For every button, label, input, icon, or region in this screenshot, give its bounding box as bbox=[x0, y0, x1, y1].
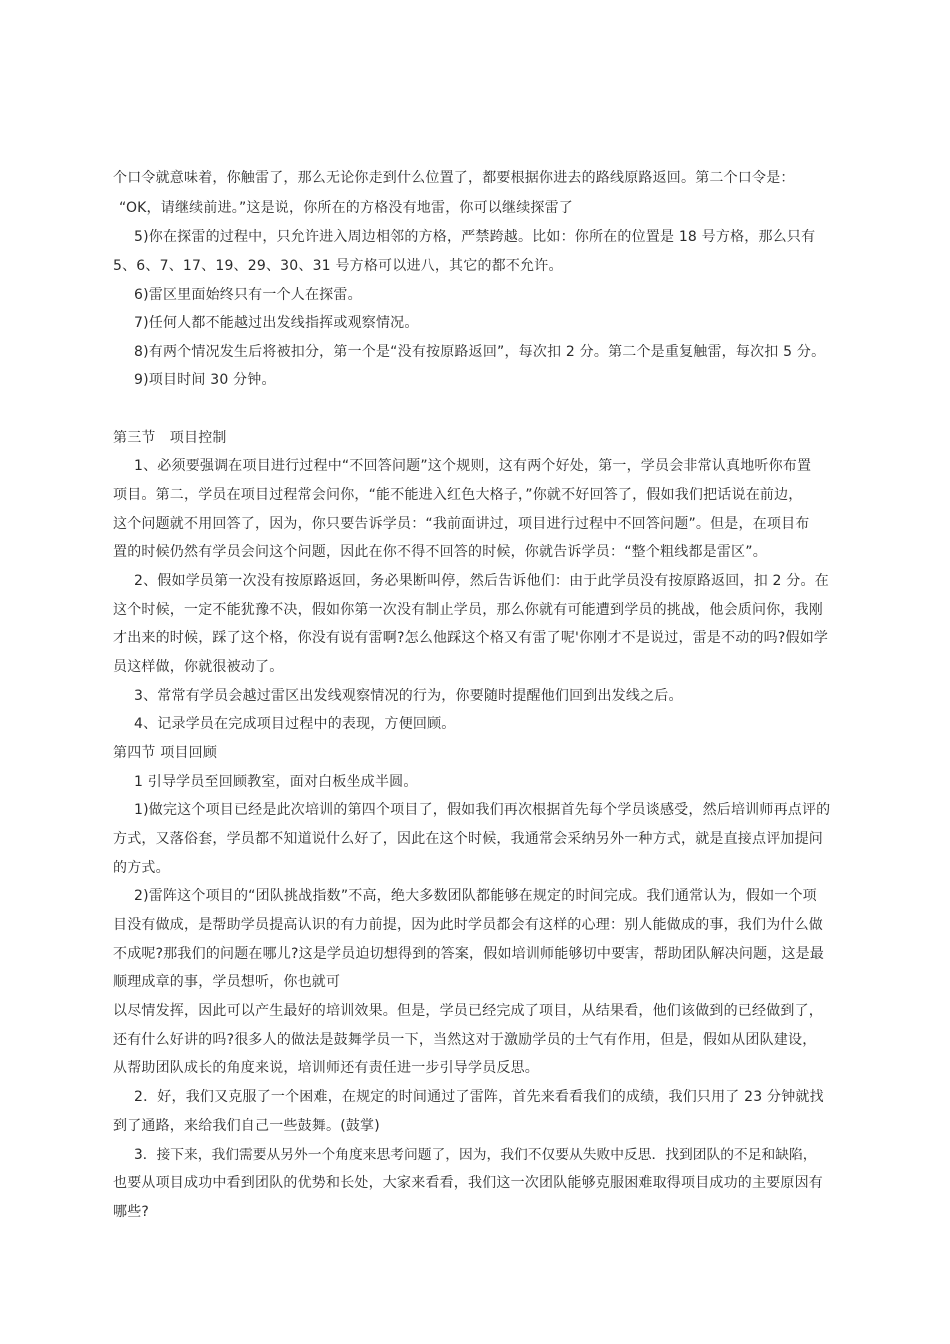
text-line: 哪些? bbox=[113, 1204, 150, 1220]
text-line: 置的时候仍然有学员会问这个问题，因此在你不得不回答的时候，你就告诉学员：“整个粗线都是雷区”。 bbox=[113, 544, 767, 560]
text-line: 的方式。 bbox=[113, 860, 170, 876]
text-line: 7)任何人都不能越过出发线指挥或观察情况。 bbox=[134, 315, 419, 331]
text-line: 目没有做成，是帮助学员提高认识的有力前提，因为此时学员都会有这样的心理：别人能做成的事，我们为什么做 bbox=[113, 917, 823, 933]
text-line: 这个问题就不用回答了，因为，你只要告诉学员：“我前面讲过，项目进行过程中不回答问题”。但是，在项目布 bbox=[113, 516, 810, 532]
section-heading: 第四节 项目回顾 bbox=[113, 745, 218, 761]
text-line: 1、必须要强调在项目进行过程中“不回答问题”这个规则，这有两个好处，第一，学员会非常认真地听你布置 bbox=[134, 458, 812, 474]
text-line: 9)项目时间 30 分钟。 bbox=[134, 372, 276, 388]
text-line: 3．接下来，我们需要从另外一个角度来思考问题了，因为，我们不仅要从失败中反思．找到团队的不足和缺陷， bbox=[134, 1147, 817, 1163]
text-line: 从帮助团队成长的角度来说，培训师还有责任进一步引导学员反思。 bbox=[113, 1060, 539, 1076]
text-line: 才出来的时候，踩了这个格，你没有说有雷啊?怎么他踩这个格又有雷了呢'你刚才不是说过，雷是不动的吗?假如学 bbox=[113, 630, 829, 646]
text-line: 这个时候，一定不能犹豫不决，假如你第一次没有制止学员，那么你就有可能遭到学员的挑战，他会质问你，我刚 bbox=[113, 602, 823, 618]
text-line: 8)有两个情况发生后将被扣分，第一个是“没有按原路返回”，每次扣 2 分。第二个是重复触雷，每次扣 5 分。 bbox=[134, 344, 826, 360]
text-line: 2)雷阵这个项目的“团队挑战指数”不高，绝大多数团队都能够在规定的时间完成。我们通常认为，假如一个项 bbox=[134, 888, 817, 904]
text-line: 6)雷区里面始终只有一个人在探雷。 bbox=[134, 287, 362, 303]
text-line: 员这样做，你就很被动了。 bbox=[113, 659, 284, 675]
text-line: 3、常常有学员会越过雷区出发线观察情况的行为，你要随时提醒他们回到出发线之后。 bbox=[134, 688, 683, 704]
text-line: 方式，又落俗套，学员都不知道说什么好了，因此在这个时候，我通常会采纳另外一种方式，就是直接点评加提问 bbox=[113, 831, 823, 847]
text-line: 2．好，我们又克服了一个困难，在规定的时间通过了雷阵，首先来看看我们的成绩，我们只用了 23 分钟就找 bbox=[134, 1089, 824, 1105]
text-line: 个口令就意味着，你触雷了，那么无论你走到什么位置了，都要根据你进去的路线原路返回。第二个口令是： bbox=[113, 170, 795, 186]
text-line: 5、6、7、17、19、29、30、31 号方格可以进八，其它的都不允许。 bbox=[113, 258, 563, 274]
text-line: 2、假如学员第一次没有按原路返回，务必果断叫停，然后告诉他们：由于此学员没有按原路返回，扣 2 分。在 bbox=[134, 573, 829, 589]
text-line: 也要从项目成功中看到团队的优势和长处，大家来看看，我们这一次团队能够克服困难取得项目成功的主要原因有 bbox=[113, 1175, 823, 1191]
text-line: “OK，请继续前进。”这是说，你所在的方格没有地雷，你可以继续探雷了 bbox=[119, 200, 574, 216]
text-line: 以尽情发挥，因此可以产生最好的培训效果。但是，学员已经完成了项目，从结果看，他们该做到的已经做到了， bbox=[113, 1003, 823, 1019]
text-line: 1 引导学员至回顾教室，面对白板坐成半圆。 bbox=[134, 774, 418, 790]
text-line: 到了通路，来给我们自己一些鼓舞。(鼓掌) bbox=[113, 1118, 380, 1134]
section-heading: 第三节 项目控制 bbox=[113, 430, 227, 446]
text-line: 4、记录学员在完成项目过程中的表现，方便回顾。 bbox=[134, 716, 456, 732]
text-line: 还有什么好讲的吗?很多人的做法是鼓舞学员一下，当然这对于激励学员的士气有作用，但是，假如从团队建设， bbox=[113, 1032, 817, 1048]
text-line: 1)做完这个项目已经是此次培训的第四个项目了，假如我们再次根据首先每个学员谈感受，然后培训师再点评的 bbox=[134, 802, 831, 818]
text-line: 顺理成章的事，学员想听，你也就可 bbox=[113, 974, 341, 990]
text-line: 项目。第二，学员在项目过程常会问你，“能不能进入红色大格子，”你就不好回答了，假如我们把话说在前边， bbox=[113, 487, 803, 503]
text-line: 5)你在探雷的过程中，只允许进入周边相邻的方格，严禁跨越。比如：你所在的位置是 18 号方格，那么只有 bbox=[134, 229, 816, 245]
text-line: 不成呢?那我们的问题在哪儿?这是学员迫切想得到的答案，假如培训师能够切中要害，帮助团队解决问题，这是最 bbox=[113, 946, 825, 962]
